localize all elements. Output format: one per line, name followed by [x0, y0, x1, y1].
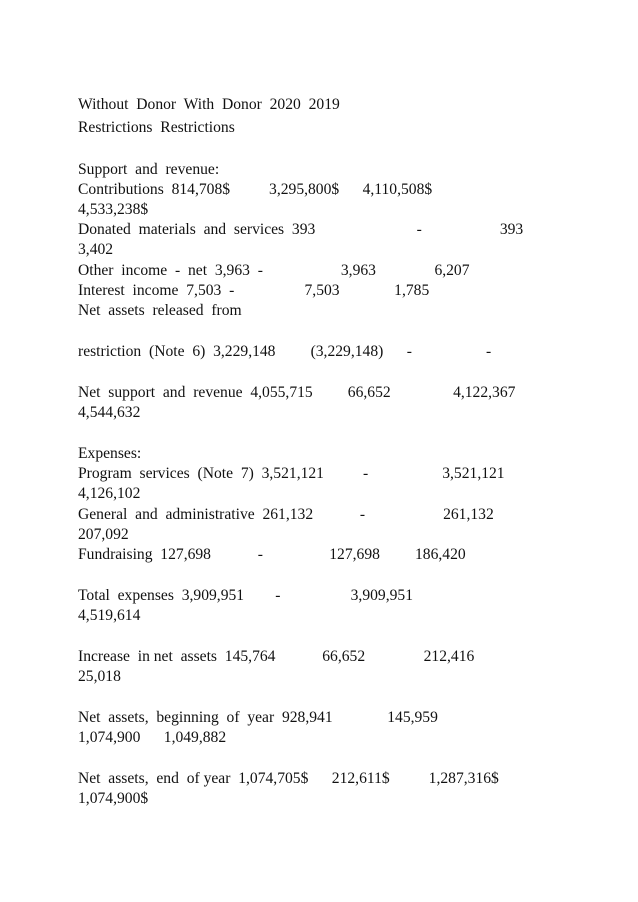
column-header-line-1: Without Donor With Donor 2020 2019 [78, 96, 340, 113]
row-restriction: restriction (Note 6) 3,229,148 (3,229,148) - - [78, 343, 492, 360]
row-net-support-revenue-2019: 4,544,632 [78, 404, 141, 421]
row-other-income: Other income - net 3,963 - 3,963 6,207 [78, 262, 470, 279]
row-contributions-2019: 4,533,238$ [78, 201, 149, 218]
row-total-expenses-2019: 4,519,614 [78, 607, 141, 624]
section-heading-expenses: Expenses: [78, 445, 142, 462]
row-program-services: Program services (Note 7) 3,521,121 - 3,521,121 [78, 465, 505, 482]
section-heading-support: Support and revenue: [78, 161, 220, 178]
column-header-line-2: Restrictions Restrictions [78, 119, 235, 136]
row-donated-materials: Donated materials and services 393 - 393 [78, 221, 524, 238]
row-interest-income: Interest income 7,503 - 7,503 1,785 [78, 282, 430, 299]
row-net-assets-end-2019: 1,074,900$ [78, 790, 149, 807]
row-net-assets-beginning-2: 1,074,900 1,049,882 [78, 729, 227, 746]
row-net-assets-end: Net assets, end of year 1,074,705$ 212,611$ 1,287,316$ [78, 770, 499, 787]
row-program-services-2019: 4,126,102 [78, 485, 141, 502]
row-contributions: Contributions 814,708$ 3,295,800$ 4,110,508$ [78, 181, 433, 198]
row-net-support-revenue: Net support and revenue 4,055,715 66,652 4,122,367 [78, 384, 516, 401]
row-fundraising: Fundraising 127,698 - 127,698 186,420 [78, 546, 466, 563]
row-general-administrative: General and administrative 261,132 - 261,132 [78, 506, 494, 523]
row-increase-net-assets-2019: 25,018 [78, 668, 121, 685]
row-net-assets-beginning: Net assets, beginning of year 928,941 145,959 [78, 709, 438, 726]
row-total-expenses: Total expenses 3,909,951 - 3,909,951 [78, 587, 414, 604]
row-donated-materials-2019: 3,402 [78, 241, 114, 258]
row-increase-net-assets: Increase in net assets 145,764 66,652 212,416 [78, 648, 475, 665]
row-net-assets-released-label: Net assets released from [78, 302, 242, 319]
row-general-administrative-2019: 207,092 [78, 526, 129, 543]
